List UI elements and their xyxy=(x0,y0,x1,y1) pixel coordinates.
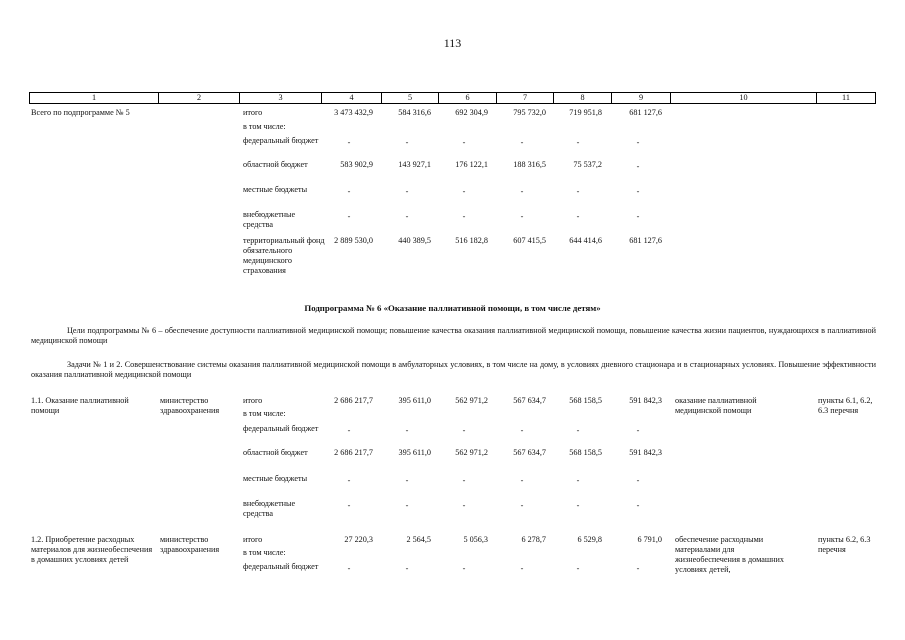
item1-row-value-0-1: 395 611,0 xyxy=(398,396,431,405)
item1-row-value-4-3: - xyxy=(520,476,524,485)
total-row-source-4: местные бюджеты xyxy=(243,185,308,194)
item1-row-value-5-0: - xyxy=(347,501,351,510)
total-row-value-0-2: 692 304,9 xyxy=(455,108,488,117)
total-row-value-4-3: - xyxy=(520,187,524,196)
item1-row-value-5-2: - xyxy=(462,501,466,510)
item1-row-value-2-0: - xyxy=(347,426,351,435)
item2-row-value-2-3: - xyxy=(520,564,524,573)
item2-row-source-2: федеральный бюджет xyxy=(243,562,319,571)
item1-ref: пункты 6.1, 6.2, 6.3 перечня xyxy=(818,396,873,415)
item1-row-value-2-5: - xyxy=(636,426,640,435)
item1-row-value-0-2: 562 971,2 xyxy=(455,396,488,405)
item2-row-value-0-3: 6 278,7 xyxy=(521,535,546,544)
item1-row-value-2-1: - xyxy=(405,426,409,435)
table-header xyxy=(29,92,876,104)
total-row-value-4-2: - xyxy=(462,187,466,196)
item1-row-value-4-1: - xyxy=(405,476,409,485)
total-row-value-3-3: 188 316,5 xyxy=(513,160,546,169)
goals-paragraph: Цели подпрограммы № 6 – обеспечение доступности паллиативной медицинской помощи; повышение качества оказания паллиативной медицинской помощи, повышение качества жизни пациентов, нуждающихся в паллиативной медицинской помощи xyxy=(31,326,876,345)
item1-row-value-0-4: 568 158,5 xyxy=(569,396,602,405)
total-row-value-5-2: - xyxy=(462,212,466,221)
item2-row-value-2-5: - xyxy=(636,564,640,573)
item1-row-value-0-0: 2 686 217,7 xyxy=(334,396,373,405)
total-row-source-6: территориальный фонд обязательного медицинского страхования xyxy=(243,236,325,275)
item1-row-value-5-1: - xyxy=(405,501,409,510)
item1-row-value-2-4: - xyxy=(576,426,580,435)
item2-row-value-2-0: - xyxy=(347,564,351,573)
item2-row-source-0: итого xyxy=(243,535,263,544)
item1-row-source-1: в том числе: xyxy=(243,409,286,418)
page-number: 113 xyxy=(443,36,462,50)
item1-row-value-0-5: 591 842,3 xyxy=(629,396,662,405)
total-row-value-6-0: 2 889 530,0 xyxy=(334,236,373,245)
total-row-value-4-0: - xyxy=(347,187,351,196)
item1-row-value-4-2: - xyxy=(462,476,466,485)
header-col-4: 4 xyxy=(322,93,382,103)
total-row-value-3-0: 583 902,9 xyxy=(340,160,373,169)
item1-row-value-4-4: - xyxy=(576,476,580,485)
item1-row-value-4-5: - xyxy=(636,476,640,485)
total-row-source-3: областной бюджет xyxy=(243,160,308,169)
total-row-value-0-4: 719 951,8 xyxy=(569,108,602,117)
total-row-value-2-2: - xyxy=(462,138,466,147)
item1-result: оказание паллиативной медицинской помощи xyxy=(675,396,757,415)
item2-row-value-2-2: - xyxy=(462,564,466,573)
header-col-11: 11 xyxy=(842,93,850,102)
item1-row-value-0-3: 567 634,7 xyxy=(513,396,546,405)
item1-row-value-3-0: 2 686 217,7 xyxy=(334,448,373,457)
total-row-value-6-4: 644 414,6 xyxy=(569,236,602,245)
header-col-9: 9 xyxy=(612,93,671,103)
total-row-value-3-4: 75 537,2 xyxy=(573,160,602,169)
total-row-value-2-5: - xyxy=(636,138,640,147)
item1-row-value-2-3: - xyxy=(520,426,524,435)
item1-row-source-2: федеральный бюджет xyxy=(243,424,319,433)
total-row-value-6-3: 607 415,5 xyxy=(513,236,546,245)
item2-row-value-2-1: - xyxy=(405,564,409,573)
item2-row-value-0-4: 6 529,8 xyxy=(577,535,602,544)
item1-row-value-4-0: - xyxy=(347,476,351,485)
item1-name: 1.1. Оказание паллиативной помощи xyxy=(31,396,129,415)
item2-executor: министерство здравоохранения xyxy=(160,535,220,554)
item1-row-value-3-3: 567 634,7 xyxy=(513,448,546,457)
item2-row-value-0-5: 6 791,0 xyxy=(637,535,662,544)
total-row-value-2-4: - xyxy=(576,138,580,147)
item1-row-value-2-2: - xyxy=(462,426,466,435)
header-col-6: 6 xyxy=(439,93,497,103)
total-label: Всего по подпрограмме № 5 xyxy=(31,108,130,117)
total-row-source-2: федеральный бюджет xyxy=(243,136,319,145)
header-col-1: 1 xyxy=(30,93,159,103)
header-col-8: 8 xyxy=(554,93,612,103)
item2-result: обеспечение расходными материалами для жизнеобеспечения в домашних условиях детей, xyxy=(675,535,784,574)
total-row-value-3-2: 176 122,1 xyxy=(455,160,488,169)
total-row-source-5: внебюджетные средства xyxy=(243,210,296,229)
item1-executor: министерство здравоохранения xyxy=(160,396,220,415)
item1-row-value-5-3: - xyxy=(520,501,524,510)
header-col-10: 10 xyxy=(671,93,817,103)
header-col-2: 2 xyxy=(159,93,240,103)
total-row-value-5-5: - xyxy=(636,212,640,221)
header-col-3: 3 xyxy=(240,93,322,103)
total-row-value-2-0: - xyxy=(347,138,351,147)
total-row-value-3-5: - xyxy=(636,162,640,171)
total-row-value-0-1: 584 316,6 xyxy=(398,108,431,117)
item1-row-value-3-1: 395 611,0 xyxy=(398,448,431,457)
total-row-value-6-2: 516 182,8 xyxy=(455,236,488,245)
total-row-value-3-1: 143 927,1 xyxy=(398,160,431,169)
total-row-value-4-1: - xyxy=(405,187,409,196)
total-row-value-6-5: 681 127,6 xyxy=(629,236,662,245)
total-row-value-0-0: 3 473 432,9 xyxy=(334,108,373,117)
item2-name: 1.2. Приобретение расходных материалов для жизнеобеспечения в домашних условиях детей xyxy=(31,535,153,564)
item1-row-value-5-4: - xyxy=(576,501,580,510)
item2-ref: пункты 6.2, 6.3 перечня xyxy=(818,535,871,554)
header-col-5: 5 xyxy=(382,93,439,103)
tasks-paragraph: Задачи № 1 и 2. Совершенствование системы оказания паллиативной медицинской помощи в амбулаторных условиях, в том числе на дому, в условиях дневного стационара и в стационарных условиях. Повышение эффективности оказания паллиативной медицинской помощи xyxy=(31,360,876,379)
item1-row-source-3: областной бюджет xyxy=(243,448,308,457)
item2-row-source-1: в том числе: xyxy=(243,548,286,557)
item1-row-value-5-5: - xyxy=(636,501,640,510)
total-row-value-4-5: - xyxy=(636,187,640,196)
subprogram-title: Подпрограмма № 6 «Оказание паллиативной помощи, в том числе детям» xyxy=(304,303,601,313)
total-row-value-5-3: - xyxy=(520,212,524,221)
total-row-value-5-4: - xyxy=(576,212,580,221)
item2-row-value-0-1: 2 564,5 xyxy=(406,535,431,544)
total-row-value-2-1: - xyxy=(405,138,409,147)
total-row-value-4-4: - xyxy=(576,187,580,196)
total-row-value-5-0: - xyxy=(347,212,351,221)
total-row-value-0-3: 795 732,0 xyxy=(513,108,546,117)
item1-row-value-3-2: 562 971,2 xyxy=(455,448,488,457)
item2-row-value-0-0: 27 220,3 xyxy=(344,535,373,544)
total-row-value-0-5: 681 127,6 xyxy=(629,108,662,117)
total-row-value-5-1: - xyxy=(405,212,409,221)
item1-row-source-5: внебюджетные средства xyxy=(243,499,296,518)
item1-row-source-4: местные бюджеты xyxy=(243,474,308,483)
header-col-7: 7 xyxy=(497,93,554,103)
total-row-source-0: итого xyxy=(243,108,263,117)
total-row-source-1: в том числе: xyxy=(243,122,286,131)
item2-row-value-0-2: 5 056,3 xyxy=(463,535,488,544)
item1-row-value-3-4: 568 158,5 xyxy=(569,448,602,457)
item2-row-value-2-4: - xyxy=(576,564,580,573)
item1-row-value-3-5: 591 842,3 xyxy=(629,448,662,457)
item1-row-source-0: итого xyxy=(243,396,263,405)
total-row-value-6-1: 440 389,5 xyxy=(398,236,431,245)
total-row-value-2-3: - xyxy=(520,138,524,147)
